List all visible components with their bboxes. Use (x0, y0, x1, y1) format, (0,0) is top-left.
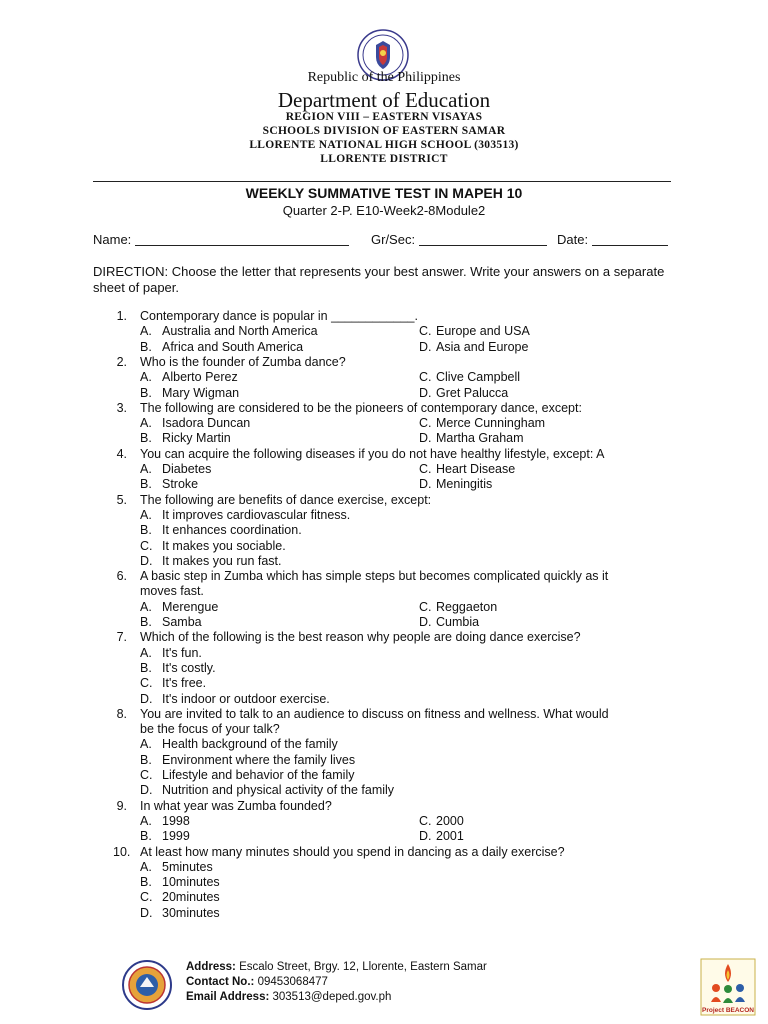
option-letter: C. (419, 813, 432, 828)
option-letter: C. (140, 538, 153, 553)
name-field (93, 232, 349, 247)
answer-option[interactable]: It's free. (162, 676, 207, 691)
header-department: Department of Education (277, 88, 491, 112)
question-number: 1. (116, 309, 127, 323)
option-letter: B. (140, 523, 152, 538)
answer-option[interactable]: It makes you run fast. (162, 553, 282, 568)
question-number: 4. (116, 446, 127, 461)
option-letter: B. (140, 477, 152, 492)
option-letter: C. (419, 370, 432, 385)
header-school: LLORENTE NATIONAL HIGH SCHOOL (303513) (249, 139, 519, 151)
question-text: Which of the following is the best reason why people are doing dance exercise? (140, 630, 581, 645)
question-number: 2. (116, 354, 127, 369)
question-text: You are invited to talk to an audience to discuss on fitness and wellness. What would (140, 706, 609, 721)
question-number: 7. (116, 630, 127, 645)
option-letter: A. (140, 737, 152, 752)
project-beacon-logo-icon (700, 958, 756, 1016)
answer-option[interactable]: Environment where the family lives (162, 752, 356, 767)
header-divider (93, 181, 671, 182)
option-letter: A. (140, 507, 152, 522)
option-letter: B. (140, 385, 152, 400)
question-text: You can acquire the following diseases if you do not have healthy lifestyle, except: A (140, 446, 605, 461)
option-letter: A. (140, 599, 152, 614)
name-blank[interactable] (135, 233, 349, 246)
header-division: SCHOOLS DIVISION OF EASTERN SAMAR (262, 125, 506, 137)
option-letter: D. (419, 431, 432, 446)
answer-option[interactable]: Nutrition and physical activity of the family (162, 783, 395, 798)
answer-option[interactable]: 10minutes (162, 875, 220, 890)
question-text-continued: moves fast. (140, 584, 204, 599)
answer-option[interactable]: Heart Disease (436, 462, 516, 476)
direction-text: DIRECTION: Choose the letter that represents your best answer. Write your answers on a separate sheet of paper. (93, 264, 665, 295)
option-letter: C. (419, 599, 432, 614)
option-letter: B. (140, 339, 152, 354)
answer-option[interactable]: 20minutes (162, 890, 220, 905)
answer-option[interactable]: Clive Campbell (436, 370, 521, 385)
answer-option[interactable]: 30minutes (162, 905, 220, 920)
option-letter: B. (140, 660, 152, 675)
answer-option[interactable]: Lifestyle and behavior of the family (162, 768, 355, 782)
question-text: The following are benefits of dance exercise, except: (140, 492, 432, 507)
question-number: 10. (113, 844, 131, 859)
answer-option[interactable]: Asia and Europe (436, 339, 529, 354)
answer-option[interactable]: Merce Cunningham (436, 416, 546, 431)
grsec-field (371, 232, 547, 247)
question-text: In what year was Zumba founded? (140, 798, 332, 813)
school-seal-icon (122, 960, 172, 1010)
option-letter: A. (140, 370, 152, 385)
answer-option[interactable]: Merengue (162, 599, 219, 614)
option-letter: A. (140, 859, 152, 874)
option-letter: C. (419, 462, 432, 476)
date-blank[interactable] (592, 233, 668, 246)
question-number: 9. (116, 798, 127, 813)
address-value: Escalo Street, Brgy. 12, Llorente, Eastern Samar (239, 961, 487, 973)
answer-option[interactable]: Stroke (162, 477, 199, 492)
option-letter: C. (140, 890, 153, 905)
option-letter: B. (140, 431, 152, 446)
email-value[interactable]: 303513@deped.gov.ph (272, 991, 392, 1003)
option-letter: B. (140, 829, 152, 844)
option-letter: C. (419, 324, 432, 339)
answer-option[interactable]: 2000 (436, 813, 464, 828)
header-region: REGION VIII – EASTERN VISAYAS (285, 111, 483, 123)
answer-option[interactable]: Europe and USA (436, 324, 530, 339)
answer-option[interactable]: 2001 (436, 829, 464, 844)
option-letter: B. (140, 752, 152, 767)
question-number: 3. (116, 400, 127, 415)
answer-option[interactable]: It makes you sociable. (162, 538, 286, 553)
answer-option[interactable]: 1999 (162, 829, 190, 844)
footer-contact (186, 960, 487, 1005)
question-text: Contemporary dance is popular in ____________. (140, 309, 418, 323)
option-letter: D. (140, 783, 153, 798)
header-republic: Republic of the Philippines (307, 70, 461, 85)
answer-option[interactable]: It's indoor or outdoor exercise. (162, 691, 330, 706)
option-letter: D. (140, 905, 153, 920)
answer-option[interactable]: Diabetes (162, 462, 212, 476)
answer-option[interactable]: 1998 (162, 813, 190, 828)
question-text-continued: be the focus of your talk? (140, 722, 280, 737)
answer-option[interactable]: It's costly. (162, 660, 216, 675)
answer-option[interactable]: Meningitis (436, 477, 493, 492)
answer-option[interactable]: Gret Palucca (436, 385, 509, 400)
option-letter: B. (140, 615, 152, 629)
name-label: Name: (93, 232, 132, 247)
answer-option[interactable]: 5minutes (162, 859, 213, 874)
question-number: 8. (116, 706, 127, 721)
option-letter: C. (140, 768, 153, 782)
answer-option[interactable]: Health background of the family (162, 737, 338, 752)
answer-option[interactable]: Australia and North America (162, 324, 318, 339)
question-number: 5. (116, 492, 127, 507)
answer-option[interactable]: Ricky Martin (162, 431, 231, 446)
option-letter: D. (419, 829, 432, 844)
test-subtitle: Quarter 2-P. E10-Week2-8Module2 (282, 203, 486, 218)
contact-label: Contact No.: (186, 976, 255, 988)
option-letter: D. (140, 553, 153, 568)
question-text: Who is the founder of Zumba dance? (140, 354, 346, 369)
option-letter: A. (140, 416, 152, 431)
question-text: A basic step in Zumba which has simple steps but becomes complicated quickly as it (140, 569, 609, 584)
date-label: Date: (557, 232, 589, 247)
option-letter: D. (140, 691, 153, 706)
option-letter: D. (419, 615, 432, 629)
option-letter: C. (140, 676, 153, 691)
option-letter: D. (419, 385, 432, 400)
answer-option[interactable]: Africa and South America (162, 339, 304, 354)
option-letter: A. (140, 462, 152, 476)
option-letter: C. (419, 416, 432, 431)
option-letter: D. (419, 339, 432, 354)
option-letter: A. (140, 645, 152, 660)
grsec-label: Gr/Sec: (371, 232, 416, 247)
answer-option[interactable]: Reggaeton (436, 599, 498, 614)
header-district: LLORENTE DISTRICT (320, 153, 448, 165)
contact-value: 09453068477 (257, 976, 328, 988)
answer-option[interactable]: Mary Wigman (162, 385, 240, 400)
grsec-blank[interactable] (419, 233, 547, 246)
question-text: At least how many minutes should you spend in dancing as a daily exercise? (140, 844, 565, 859)
question-text: The following are considered to be the pioneers of contemporary dance, except: (140, 400, 582, 415)
email-label: Email Address: (186, 991, 270, 1003)
answer-option[interactable]: It enhances coordination. (162, 523, 302, 538)
answer-option[interactable]: Cumbia (436, 615, 480, 629)
answer-option[interactable]: It's fun. (162, 645, 202, 660)
option-letter: B. (140, 875, 152, 890)
question-number: 6. (116, 569, 127, 584)
address-label: Address: (186, 961, 236, 973)
answer-option[interactable]: Isadora Duncan (162, 416, 251, 431)
date-field (557, 232, 668, 247)
option-letter: A. (140, 324, 152, 339)
test-title: WEEKLY SUMMATIVE TEST IN MAPEH 10 (245, 185, 523, 201)
beacon-logo-text: Project BEACON (701, 1007, 755, 1014)
answer-option[interactable]: Samba (162, 615, 202, 629)
answer-option[interactable]: Martha Graham (436, 431, 524, 446)
answer-option[interactable]: Alberto Perez (162, 370, 238, 385)
option-letter: D. (419, 477, 432, 492)
answer-option[interactable]: It improves cardiovascular fitness. (162, 507, 351, 522)
option-letter: A. (140, 813, 152, 828)
